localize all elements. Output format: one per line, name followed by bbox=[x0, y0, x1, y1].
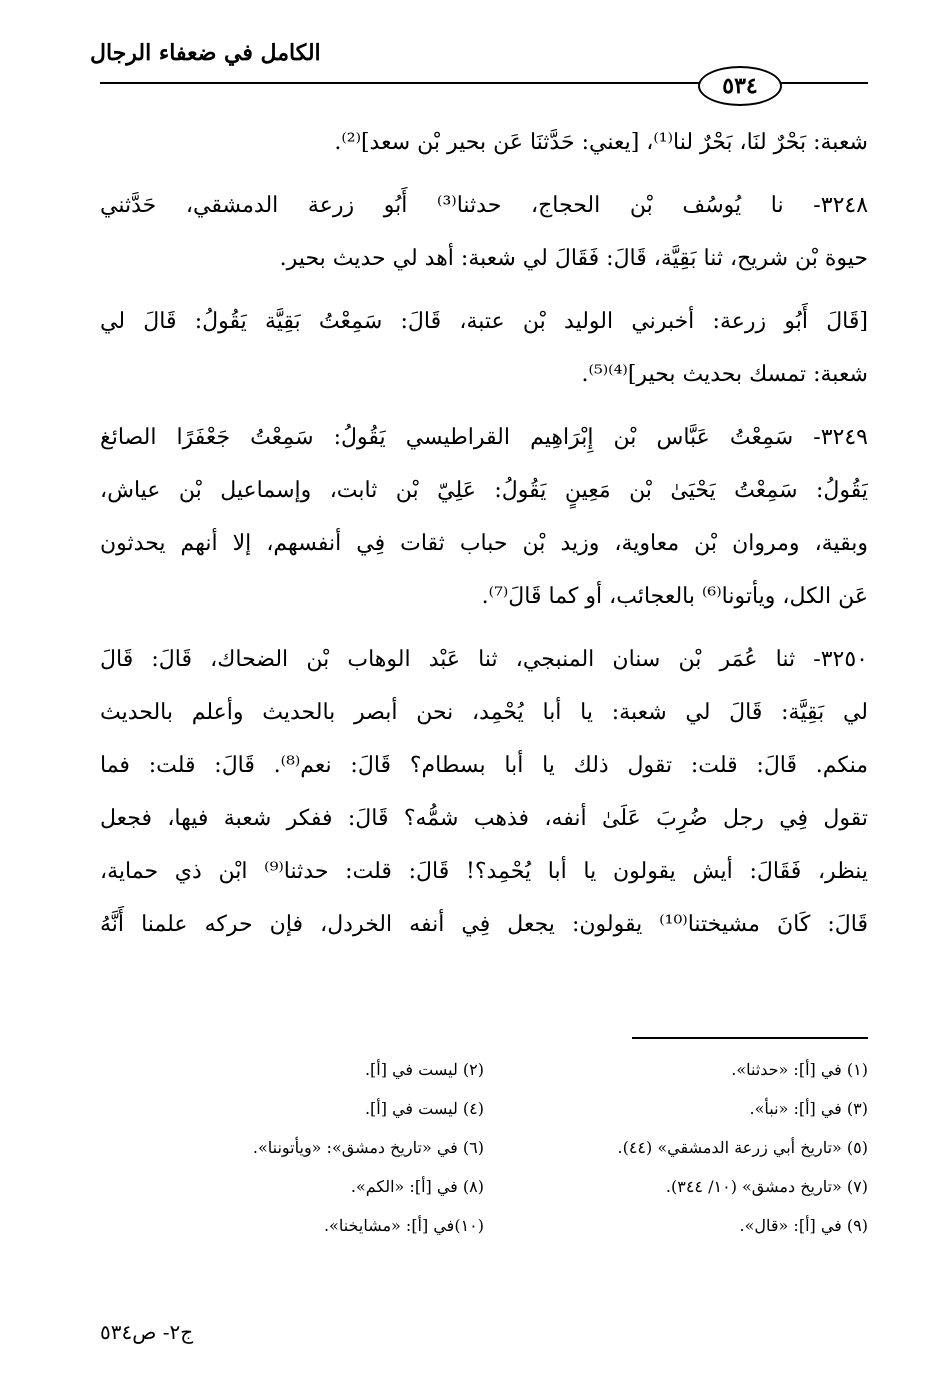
footnote: (٢) ليست في [أ]. bbox=[364, 1060, 484, 1079]
text-line: شعبة: تمسك بحديث بحير]⁽⁴⁾⁽⁵⁾. bbox=[581, 362, 868, 387]
footnote: (١) في [أ]: «حدثنا». bbox=[731, 1060, 868, 1079]
text-line: لي بَقِيَّة: قَالَ لي شعبة: يا أبا يُحْمِد، نحن أبصر بالحديث وأعلم بالحديث bbox=[100, 700, 868, 725]
text-line: يَقُولُ: سَمِعْتُ يَحْيَىٰ بْن مَعِينٍ يَقُولُ: عَلِيّ بْن ثابت، وإسماعيل بْن عياش، bbox=[100, 478, 868, 503]
footnote: (٨) في [أ]: «الكم». bbox=[350, 1177, 484, 1196]
footnote-row bbox=[100, 1206, 868, 1245]
footnote: (٣) في [أ]: «نبأ». bbox=[749, 1099, 868, 1118]
footnotes bbox=[100, 1050, 868, 1245]
text-line: ينظر، فَقَالَ: أيش يقولون يا أبا يُحْمِد؟! قَالَ: قلت: حدثنا⁽⁹⁾ ابْن ذي حماية، bbox=[100, 859, 868, 884]
main-text bbox=[100, 116, 868, 951]
footnote: (٥) «تاريخ أبي زرعة الدمشقي» (٤٤). bbox=[617, 1138, 868, 1157]
text-line: ٣٢٤٩- سَمِعْتُ عَبَّاس بْن إِبْرَاهِيم القراطيسي يَقُولُ: سَمِعْتُ جَعْفَرًا الصائغ bbox=[100, 425, 868, 450]
footnote-row bbox=[100, 1050, 868, 1089]
text-line: وبقية، ومروان بْن معاوية، وزيد بْن حباب ثقات فِي أنفسهم، إلا أنهم يحدثون bbox=[100, 531, 868, 556]
page-reference: ج٢- ص٥٣٤ bbox=[100, 1320, 194, 1344]
footnote: (١٠)في [أ]: «مشايخنا». bbox=[323, 1216, 484, 1235]
footnote-row bbox=[100, 1128, 868, 1167]
text-line: حيوة بْن شريح، ثنا بَقِيَّة، قَالَ: فَقَالَ لي شعبة: أهد لي حديث بحير. bbox=[279, 246, 868, 271]
page-number-badge: ٥٣٤ bbox=[698, 66, 782, 106]
footnote: (٩) في [أ]: «قال». bbox=[739, 1216, 868, 1235]
footnote: (٧) «تاريخ دمشق» (١٠/ ٣٤٤). bbox=[665, 1177, 868, 1196]
text-line: قَالَ: كَانَ مشيختنا⁽¹⁰⁾ يقولون: يجعل فِي أنفه الخردل، فإن حركه علمنا أَنَّهُ bbox=[100, 912, 868, 937]
text-line: تقول فِي رجل ضُرِبَ عَلَىٰ أنفه، فذهب شمُّه؟ قَالَ: ففكر شعبة فيها، فجعل bbox=[100, 806, 868, 831]
running-header-title: الكامل في ضعفاء الرجال bbox=[90, 40, 321, 66]
footnote-rule bbox=[632, 1037, 868, 1039]
text-line: ٣٢٥٠- ثنا عُمَر بْن سنان المنبجي، ثنا عَبْد الوهاب بْن الضحاك، قَالَ: قَالَ bbox=[100, 647, 868, 672]
footnote: (٤) ليست في [أ]. bbox=[364, 1099, 484, 1118]
text-line: منكم. قَالَ: قلت: تقول ذلك يا أبا بسطام؟ قَالَ: نعم⁽⁸⁾. قَالَ: قلت: فما bbox=[100, 753, 868, 778]
text-line: عَن الكل، ويأتونا⁽⁶⁾ بالعجائب، أو كما قَالَ⁽⁷⁾. bbox=[481, 584, 868, 609]
text-line: شعبة: بَحْرٌ لنَا، بَحْرٌ لنا⁽¹⁾، [يعني: حَدَّثنَا عَن بحير بْن سعد]⁽²⁾. bbox=[334, 130, 868, 155]
footnote-row bbox=[100, 1167, 868, 1206]
text-line: [قَالَ أَبُو زرعة: أخبرني الوليد بْن عتبة، قَالَ: سَمِعْتُ بَقِيَّة يَقُولُ: قَالَ لي bbox=[100, 309, 868, 334]
text-line: ٣٢٤٨- نا يُوسُف بْن الحجاج، حدثنا⁽³⁾ أَبُو زرعة الدمشقي، حَدَّثني bbox=[100, 193, 868, 218]
footnote: (٦) في «تاريخ دمشق»: «ويأتوننا». bbox=[252, 1138, 484, 1157]
footnote-row bbox=[100, 1089, 868, 1128]
